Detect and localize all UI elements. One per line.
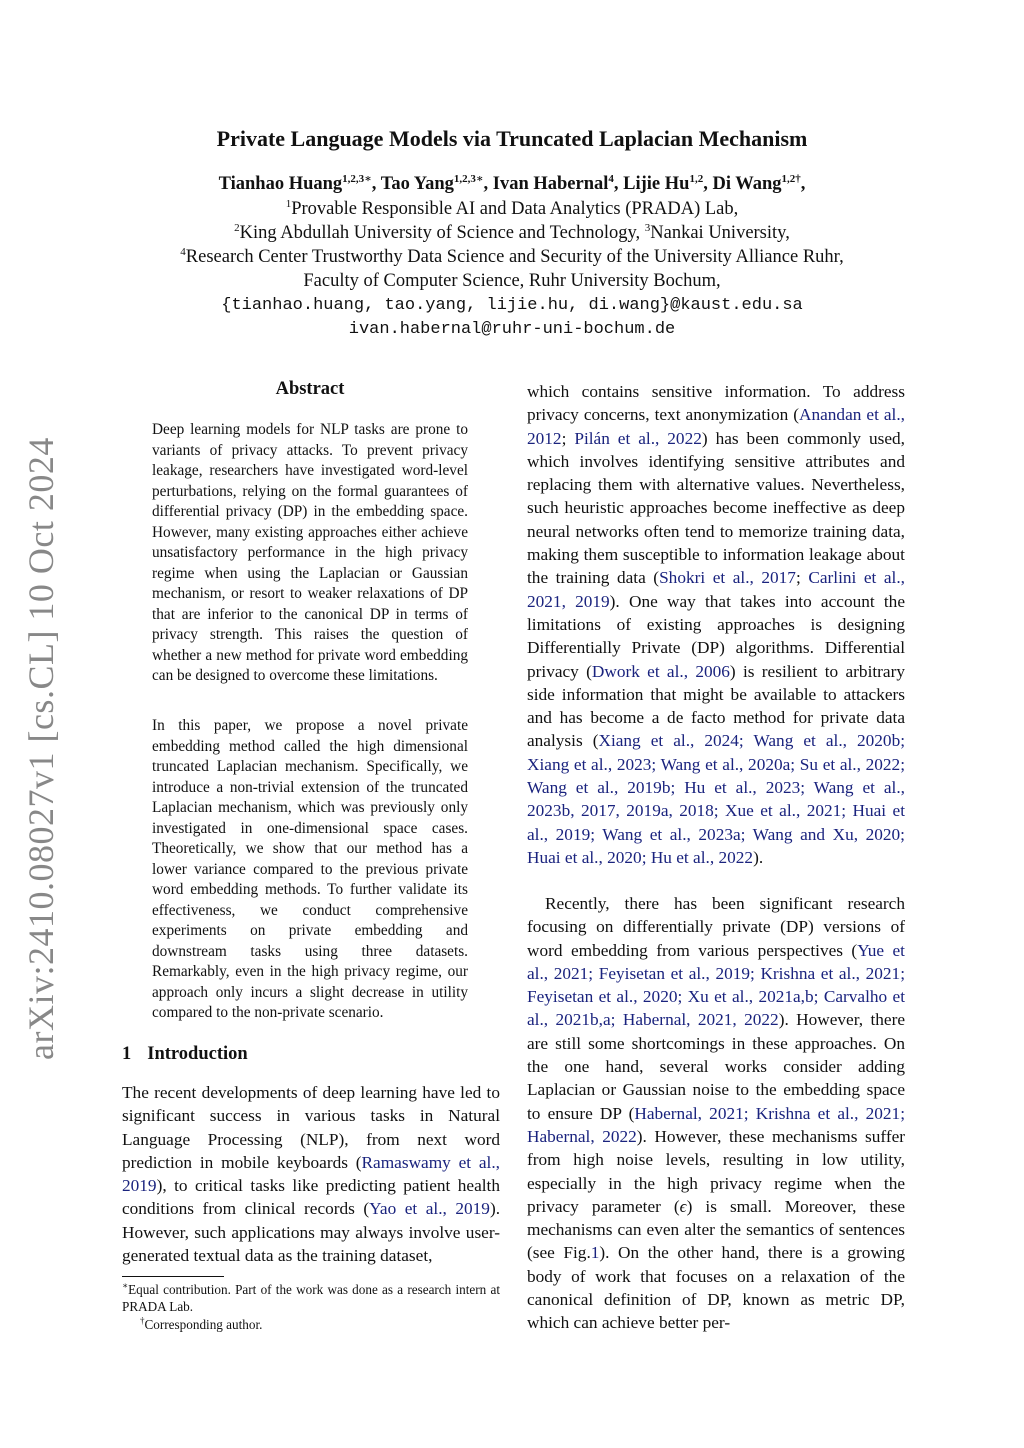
citation-link[interactable]: Pilán et al., 2022 [574, 428, 702, 448]
figure-link[interactable]: 1 [590, 1243, 600, 1263]
email-line: ivan.habernal@ruhr-uni-bochum.de [348, 320, 676, 339]
footnote: †Corresponding author. [140, 1315, 263, 1332]
citation-link[interactable]: Carlini et al., 2021, 2019 [527, 568, 905, 611]
citation-link[interactable]: Anandan et al., 2012 [527, 405, 906, 448]
paper-title: Private Language Models via Truncated Laplacian Mechanism [216, 126, 808, 151]
citation-link[interactable]: Ramaswamy et al., 2019 [122, 1152, 501, 1196]
author: Tao Yang$^{1,2,3∗}$, [380, 172, 493, 194]
email-line: {tianhao.huang, tao.yang, lijie.hu, di.wang}@kaust.edu.sa [221, 296, 803, 315]
section-heading: 1 Introduction [122, 1044, 248, 1064]
footnote: ∗Equal contribution. Part of the work was done as a research intern at PRADA Lab. [122, 1280, 500, 1314]
citation-link[interactable]: Yao et al., 2019 [369, 1199, 490, 1219]
intro-paragraph-right: Recently, there has been significant research focusing on differentially private (DP) versions of word embedding from various perspectives (Yue et al., 2021; Feyisetan et al., 2019; Krishna et al., 2021; Feyisetan et al., 2020; Xu et al., 2021a,b; Carvalho et al., 2021b,a; Habernal, 2021, 2022). However, there are still some shortcomings in these approaches. On the one hand, several works consider adding Laplacian or Gaussian noise to the embedding space to ensure DP (Habernal, 2021; Krishna et al., 2021; Habernal, 2022). However, these mechanisms suffer from high noise levels, resulting in low utility, especially in the high privacy regime when the privacy parameter (ϵ) is small. Moreover, these mechanisms can even alter the semantics of sentences (see Fig.1). On the other hand, there is a growing body of work that focuses on a relaxation of the canonical definition of DP, known as metric DP, which can achieve better per- [527, 894, 906, 1333]
affiliation-line: $^4$Research Center Trustworthy Data Science and Security of the University Alliance Ruhr, [180, 245, 844, 267]
intro-paragraph-left: The recent developments of deep learning have led to significant success in various tasks in Natural Language Processing (NLP), from next word prediction in mobile keyboards (Ramaswamy et al., 2019), to critical tasks like predicting patient health conditions from clinical records (Yao et al., 2019). However, such applications may always involve user-generated textual data as the training dataset, [122, 1083, 501, 1266]
author: Ivan Habernal$^4$, [492, 172, 624, 194]
citation-link[interactable]: Habernal, 2021; Krishna et al., 2021; Habernal, 2022 [527, 1103, 905, 1146]
abstract-paragraph: Deep learning models for NLP tasks are prone to variants of privacy attacks. To prevent privacy leakage, researchers have investigated word-level perturbations, relying on the formal guarantees of differential privacy (DP) in the embedding space. However, many existing approaches either achieve unsatisfactory performance in the high privacy regime when using the Laplacian or Gaussian mechanism, or resort to weaker relaxations of DP that are inferior to the canonical DP in terms of privacy strength. This raises the question of whether a new method for private word embedding can be designed to overcome these limitations. [152, 421, 468, 684]
abstract-heading: Abstract [275, 379, 345, 399]
author: Tianhao Huang$^{1,2,3∗}$, [218, 172, 381, 194]
affiliation-line: Faculty of Computer Science, Ruhr University Bochum, [303, 271, 721, 291]
arxiv-stamp: arXiv:2410.08027v1 [cs.CL] 10 Oct 2024 [21, 437, 61, 1060]
affiliation-line: $^2$King Abdullah University of Science and Technology, $^3$Nankai University, [234, 221, 790, 243]
author: Di Wang$^{1,2\dagger}$, [712, 172, 806, 194]
author: Lijie Hu$^{1,2}$, [623, 172, 713, 194]
abstract-paragraph: In this paper, we propose a novel private embedding method called the high dimensional truncated Laplacian mechanism. Specifically, we introduce a non-trivial extension of the truncated Laplacian mechanism, which was previously only investigated in one-dimensional space cases. Theoretically, we show that our method has a lower variance compared to the previous private word embedding methods. To further validate its effectiveness, we conduct comprehensive experiments on private embedding and downstream tasks using three datasets. Remarkably, even in the high privacy regime, our approach only incurs a slight decrease in utility compared to the non-private scenario. [152, 717, 468, 1021]
citation-link[interactable]: Dwork et al., 2006 [591, 661, 730, 681]
citation-link[interactable]: Yue et al., 2021; Feyisetan et al., 2019; Krishna et al., 2021; Feyisetan et al., 2020; Xu et al., 2021a,b; Carvalho et al., 2021b,a; Habernal, 2021, 2022 [527, 940, 905, 1030]
epsilon-symbol: ϵ [679, 1196, 687, 1216]
citation-link[interactable]: Xiang et al., 2024; Wang et al., 2020b; Xiang et al., 2023; Wang et al., 2020a; Su et al., 2022; Wang et al., 2019b; Hu et al., 2023; Wang et al., 2023b, 2017, 2019a, 2018; Xue et al., 2021; Huai et al., 2019; Wang et al., 2023a; Wang and Xu, 2020; Huai et al., 2020; Hu et al., 2022 [527, 731, 906, 867]
intro-paragraph-right: which contains sensitive information. To address privacy concerns, text anonymization (Anandan et al., 2012; Pilán et al., 2022) has been commonly used, which involves identifying sensitive attributes and replacing them with alternative values. Nevertheless, such heuristic approaches become ineffective as deep neural networks often tend to memorize training data, making them susceptible to information leakage about the training data (Shokri et al., 2017; Carlini et al., 2021, 2019). One way that takes into account the limitations of existing approaches is designing Differentially Private (DP) algorithms. Differential privacy (Dwork et al., 2006) is resilient to arbitrary side information that might be available to attackers and has become a de facto method for private data analysis (Xiang et al., 2024; Wang et al., 2020b; Xiang et al., 2023; Wang et al., 2020a; Su et al., 2022; Wang et al., 2019b; Hu et al., 2023; Wang et al., 2023b, 2017, 2019a, 2018; Xue et al., 2021; Huai et al., 2019; Wang et al., 2023a; Wang and Xu, 2020; Huai et al., 2020; Hu et al., 2022). [527, 382, 906, 867]
footnote-rule [122, 1276, 224, 1277]
citation-link[interactable]: Shokri et al., 2017 [659, 568, 796, 588]
author-list [0, 174, 1024, 195]
affiliation-line: $^1$Provable Responsible AI and Data Analytics (PRADA) Lab, [285, 197, 739, 219]
